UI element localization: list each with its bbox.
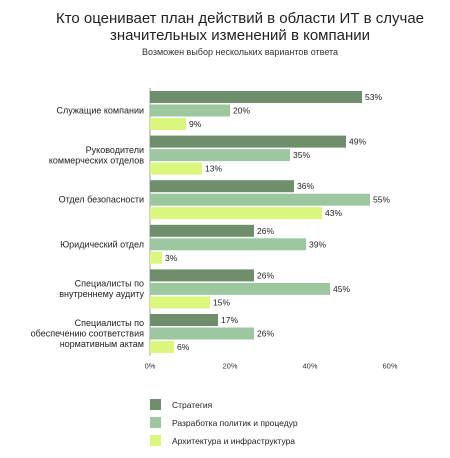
category-label: Специалисты по [74,278,144,289]
data-label: 20% [233,105,251,116]
category-label: Руководители [85,144,144,155]
data-label: 53% [365,92,383,102]
bar [150,180,294,192]
bar [150,118,186,130]
bar [150,149,290,161]
category-label: Отдел безопасности [58,194,144,205]
bar [150,163,202,175]
data-label: 15% [213,297,231,308]
data-label: 35% [293,150,311,161]
category-label: обеспечению соответствия [30,328,144,339]
x-tick-label: 60% [382,361,398,371]
data-label: 6% [177,342,190,352]
category-label: коммерческих отделов [48,155,144,166]
data-label: 36% [297,181,315,192]
bar [150,207,322,219]
bar [150,91,362,103]
data-label: 43% [325,208,343,219]
bar [150,225,254,237]
bar [150,283,330,295]
bar [150,341,174,353]
chart-title-line-2: значительных изменений в компании [110,27,370,44]
data-label: 17% [221,315,239,325]
bar [150,105,230,117]
data-label: 9% [189,119,202,129]
data-label: 55% [373,194,391,205]
data-label: 26% [257,328,275,339]
legend-label: Разработка политик и процедур [172,418,298,428]
data-label: 45% [333,283,351,294]
data-label: 39% [309,239,327,250]
bar [150,238,306,250]
legend-swatch [150,399,161,410]
legend-label: Стратегия [172,400,213,410]
category-label: Юридический отдел [60,239,144,250]
category-label: Служащие компании [56,105,144,116]
legend-swatch [150,417,161,428]
bar [150,194,370,206]
bar [150,136,346,148]
bar [150,328,254,340]
x-tick-label: 0% [144,361,156,371]
data-label: 26% [257,225,275,236]
bar [150,269,254,281]
data-label: 49% [349,136,367,147]
category-label: нормативным актам [59,339,144,349]
x-tick-label: 20% [222,361,238,371]
bar [150,296,210,308]
x-tick-label: 40% [302,361,318,371]
data-label: 13% [205,163,223,174]
data-label: 3% [165,252,178,263]
data-label: 26% [257,270,275,281]
category-label: Специалисты по [74,318,144,328]
chart-subtitle: Возможен выбор нескольких вариантов ответа [141,47,339,57]
legend-label: Архитектура и инфраструктура [172,436,296,446]
chart-title-line-1: Кто оценивает план действий в области ИТ в случае [55,10,425,27]
bar [150,252,162,264]
bar [150,314,218,326]
legend-swatch [150,435,161,446]
category-label: внутреннему аудиту [59,289,144,300]
